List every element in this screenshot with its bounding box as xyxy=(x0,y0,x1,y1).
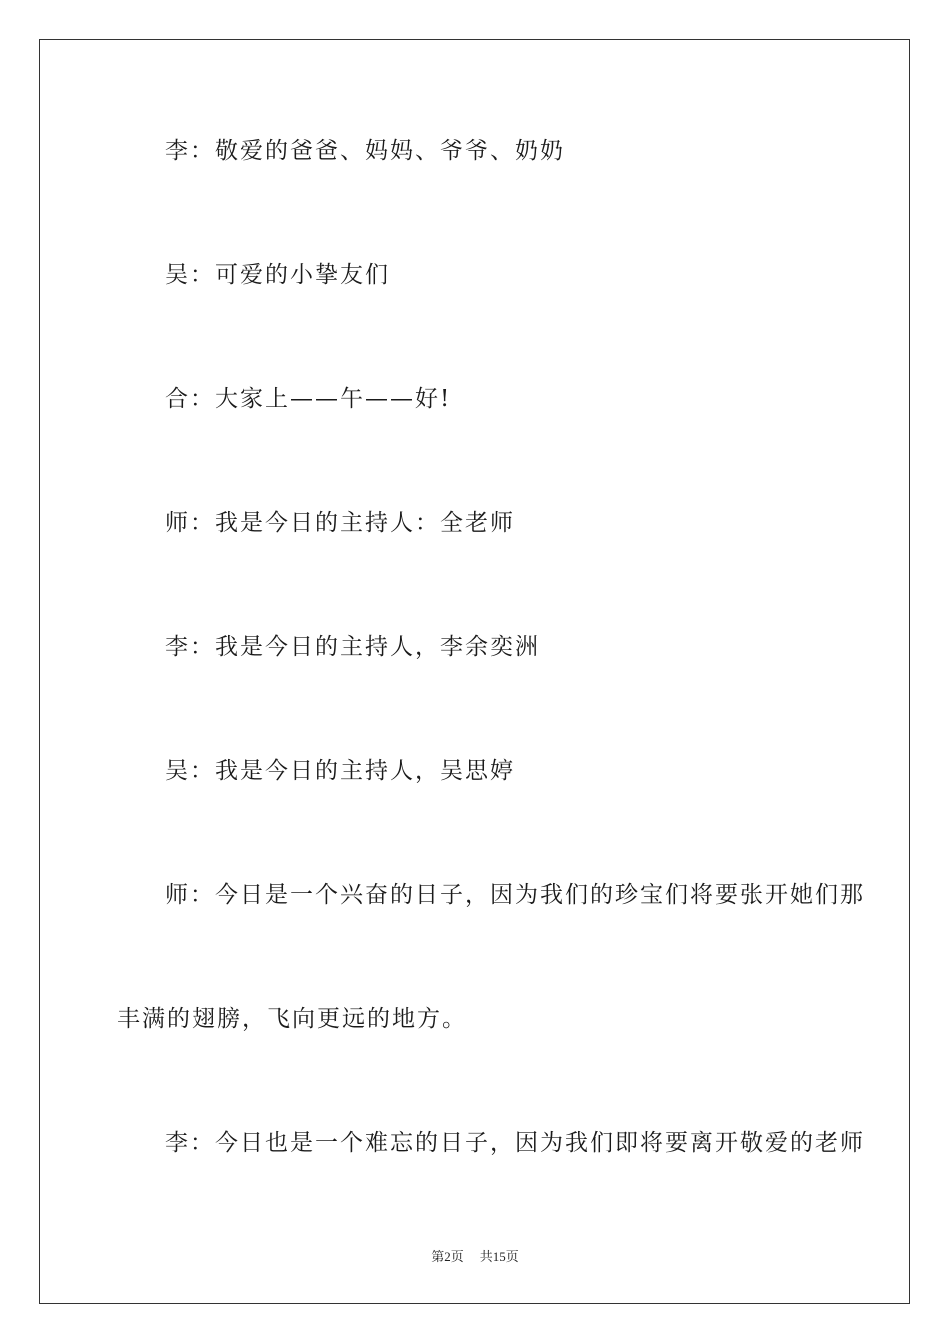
total-page-count: 共15页 xyxy=(479,1249,519,1264)
dialogue-line-4: 师：我是今日的主持人：全老师 xyxy=(165,510,515,536)
dialogue-line-3: 合：大家上——午——好! xyxy=(165,386,452,412)
dialogue-line-7: 师：今日是一个兴奋的日子，因为我们的珍宝们将要张开她们那 xyxy=(165,882,865,908)
dialogue-line-2: 吴：可爱的小挚友们 xyxy=(165,262,390,288)
page-footer xyxy=(0,1246,950,1265)
dialogue-line-8: 李：今日也是一个难忘的日子，因为我们即将要离开敬爱的老师 xyxy=(165,1130,865,1156)
dialogue-line-6: 吴：我是今日的主持人，吴思婷 xyxy=(165,758,515,784)
dialogue-line-1: 李：敬爱的爸爸、妈妈、爷爷、奶奶 xyxy=(165,138,565,164)
current-page-number: 第2页 xyxy=(431,1249,464,1264)
dialogue-line-7-continued: 丰满的翅膀，飞向更远的地方。 xyxy=(117,1006,467,1032)
page-border xyxy=(39,39,910,1304)
dialogue-line-5: 李：我是今日的主持人，李余奕洲 xyxy=(165,634,540,660)
